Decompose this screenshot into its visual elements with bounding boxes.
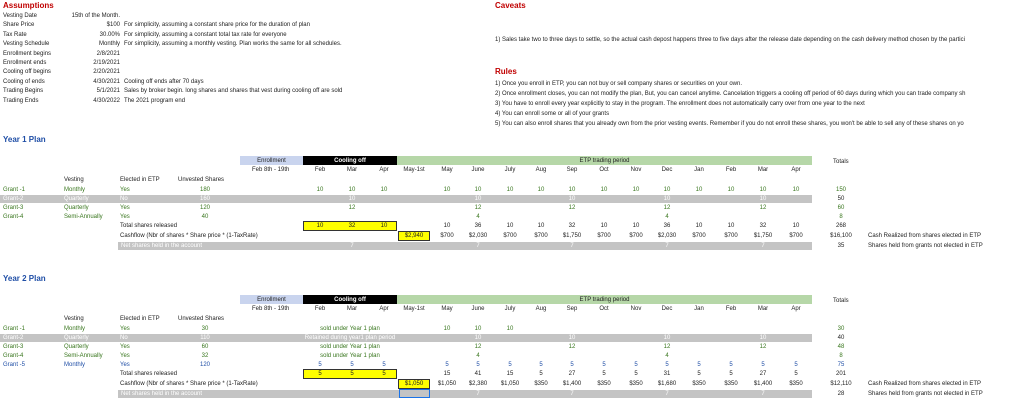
month-header: Apr [791, 167, 801, 173]
month-header: May [441, 306, 453, 312]
etp-period-header: ETP trading period [579, 158, 630, 164]
net-shares-label: Net shares held in the account [121, 391, 203, 397]
totals-header: Totals [833, 159, 849, 165]
vest-cell[interactable]: 4 [476, 353, 480, 359]
vest-cell[interactable]: 10 [348, 196, 356, 202]
assumption-value[interactable]: $100 [106, 22, 120, 29]
assumption-note: Sales by broker begin. long shares and shares that vest during cooling off are sold [124, 88, 343, 95]
grant-unvested: 120 [199, 362, 210, 368]
cooling-off-note: sold under Year 1 plan [320, 344, 380, 350]
vest-cell[interactable]: 10 [568, 196, 576, 202]
vest-cell[interactable]: 12 [474, 205, 482, 211]
vest-cell[interactable]: 5 [761, 362, 765, 368]
vest-cell[interactable]: 10 [348, 187, 356, 193]
grant-elected[interactable]: Yes [120, 344, 130, 350]
vest-cell[interactable]: 10 [632, 187, 640, 193]
total-shares-cell: 41 [474, 371, 482, 377]
vest-cell[interactable]: 10 [600, 187, 608, 193]
vest-cell[interactable]: 12 [474, 344, 482, 350]
vest-cell[interactable]: 10 [759, 335, 767, 341]
assumption-value[interactable]: 4/30/2022 [93, 97, 120, 104]
cooling-off-header: Cooling off [334, 158, 366, 164]
assumption-value[interactable]: 5/1/2021 [96, 88, 120, 95]
assumption-note: The 2021 program end [124, 97, 186, 104]
cashflow-cell[interactable]: $700 [503, 233, 517, 239]
grant-unvested: 30 [201, 326, 209, 332]
grant-vesting: Quarterly [64, 335, 89, 341]
total-shares-cell: 36 [474, 223, 482, 229]
cooling-off-note: sold under Year 1 plan [320, 326, 380, 332]
assumption-value[interactable]: Monthly [98, 41, 120, 48]
total-shares-cell: 5 [697, 371, 701, 377]
total-shares-sum: 268 [835, 223, 846, 229]
vest-cell[interactable]: 10 [474, 335, 482, 341]
grant-vesting: Monthly [64, 326, 86, 332]
month-header: Dec [661, 167, 673, 173]
cashflow-sum: $12,110 [830, 381, 852, 387]
vest-cell[interactable]: 4 [476, 214, 480, 220]
rule-item: 2) Once enrollment closes, you can not modify the plan, But, you can cancel anytime. Cancelation triggers a cooling off period of 60 days during which you can trade company sh [495, 91, 966, 97]
month-header: Mar [757, 306, 769, 312]
vest-cell[interactable]: 10 [443, 326, 451, 332]
total-shares-label: Total shares released [120, 371, 178, 377]
cashflow-cell[interactable]: $700 [629, 233, 643, 239]
vest-cell[interactable]: 5 [318, 362, 322, 368]
grant-name[interactable]: Grant -1 [3, 187, 26, 193]
vest-cell[interactable]: 12 [348, 205, 356, 211]
total-shares-cell: 32 [348, 223, 356, 229]
assumption-note: For simplicity, assuming a constant share price for the duration of plan [124, 22, 310, 29]
total-shares-cell: 15 [443, 371, 451, 377]
month-header: Sep [566, 167, 578, 173]
month-header: Oct [599, 167, 609, 173]
assumption-label: Trading Ends [3, 97, 39, 104]
net-shares-cell: 7 [761, 243, 765, 249]
cashflow-label: Cashflow (Nbr of shares * Share price * (1-TaxRate) [120, 233, 258, 239]
total-shares-cell: 5 [729, 371, 733, 377]
vest-cell[interactable]: 10 [568, 335, 576, 341]
net-shares-cell: 7 [665, 391, 669, 397]
rule-item: 3) You have to enroll every year explicitly to stay in the program. The enrollment does not automatically carry over from one year to the next [495, 101, 865, 107]
month-header: Apr [379, 306, 389, 312]
vest-cell[interactable]: 10 [474, 196, 482, 202]
cooling-off-note: Retained during year1 plan period [304, 335, 396, 341]
vest-cell[interactable]: 5 [476, 362, 480, 368]
total-shares-cell: 10 [316, 223, 324, 229]
vest-cell[interactable]: 10 [568, 187, 576, 193]
vest-cell[interactable]: 5 [729, 362, 733, 368]
elected-header: Elected in ETP [120, 177, 160, 183]
vest-cell[interactable]: 5 [634, 362, 638, 368]
cashflow-cell[interactable]: $350 [789, 381, 803, 387]
vest-cell[interactable]: 5 [602, 362, 606, 368]
net-shares-cell: 7 [761, 391, 765, 397]
vest-cell[interactable]: 12 [759, 344, 767, 350]
total-shares-cell: 32 [568, 223, 576, 229]
month-header: Mar [346, 306, 358, 312]
total-shares-cell: 32 [759, 223, 767, 229]
vest-cell[interactable]: 4 [665, 214, 669, 220]
grant-name[interactable]: Grant-3 [3, 344, 24, 350]
vest-cell[interactable]: 5 [539, 362, 543, 368]
cashflow-cell[interactable]: $700 [724, 233, 738, 239]
grant-unvested: 180 [199, 187, 210, 193]
total-shares-cell: 31 [663, 371, 671, 377]
grant-vesting: Quarterly [64, 196, 89, 202]
grant-name[interactable]: Grant-3 [3, 205, 24, 211]
total-shares-cell: 27 [568, 371, 576, 377]
assumption-label: Cooling of ends [3, 78, 45, 85]
cashflow-cell[interactable]: $350 [534, 381, 548, 387]
grant-elected[interactable]: Yes [120, 326, 130, 332]
vest-cell[interactable]: 5 [445, 362, 449, 368]
vest-cell[interactable]: 10 [663, 187, 671, 193]
total-shares-cell: 10 [380, 223, 388, 229]
cooling-off-note: sold under Year 1 plan [320, 353, 380, 359]
grant-unvested: 110 [200, 335, 210, 341]
cashflow-cell[interactable]: $2,380 [468, 381, 488, 387]
rule-item: 4) You can enroll some or all of your grants [495, 111, 610, 117]
month-header: July [504, 167, 516, 173]
total-shares-cell: 10 [537, 223, 545, 229]
grant-elected[interactable]: Yes [120, 353, 130, 359]
grant-name[interactable]: Grant-4 [3, 353, 24, 359]
vest-cell[interactable]: 10 [727, 187, 735, 193]
total-shares-cell: 5 [602, 371, 606, 377]
total-shares-cell: 15 [506, 371, 514, 377]
net-shares-note: Shares held from grants not elected in ETP [868, 243, 983, 249]
vest-cell[interactable]: 12 [759, 205, 767, 211]
total-shares-cell: 10 [792, 223, 800, 229]
total-shares-cell: 5 [382, 371, 386, 377]
vest-cell[interactable]: 4 [665, 353, 669, 359]
vest-cell[interactable]: 5 [570, 362, 574, 368]
month-header: June [471, 167, 485, 173]
cashflow-cell[interactable]: $1,050 [437, 381, 457, 387]
total-shares-cell: 5 [539, 371, 543, 377]
vesting-header: Vesting [64, 316, 84, 322]
cashflow-cell[interactable]: $700 [534, 233, 548, 239]
assumption-value[interactable]: 2/19/2021 [93, 60, 120, 66]
assumption-label: Vesting Schedule [3, 41, 50, 48]
assumption-note: For simplicity, assuming a monthly vesting. Plan works the same for all schedules. [124, 41, 342, 48]
month-header: Feb [725, 306, 737, 312]
cashflow-cell[interactable]: $350 [692, 381, 706, 387]
assumption-value[interactable]: 30.00% [99, 31, 120, 38]
grant-total: 60 [837, 205, 845, 211]
unvested-header: Unvested Shares [178, 177, 225, 183]
net-shares-cell: 7 [350, 243, 354, 249]
rule-item: 1) Once you enroll in ETP, you can not buy or sell company shares or securities on your own. [495, 81, 743, 87]
cashflow-cell[interactable]: $2,940 [404, 233, 424, 239]
vest-cell[interactable]: 12 [568, 205, 576, 211]
month-header: Aug [535, 167, 547, 173]
enrollment-header: Enrollment [257, 297, 286, 303]
grant-total: 8 [839, 214, 843, 220]
vest-cell[interactable]: 12 [568, 344, 576, 350]
vest-cell[interactable]: 12 [663, 344, 671, 350]
total-shares-cell: 10 [443, 223, 451, 229]
cashflow-cell[interactable]: $350 [629, 381, 643, 387]
month-header: Jan [694, 167, 704, 173]
month-header: June [471, 306, 485, 312]
grant-vesting: Monthly [64, 187, 86, 193]
grant-total: 75 [837, 362, 845, 368]
grant-vesting: Quarterly [64, 205, 89, 211]
cashflow-sum: $16,100 [830, 233, 852, 239]
assumption-value[interactable]: 2/20/2021 [93, 69, 120, 76]
month-header: May-1st [403, 167, 425, 173]
vesting-header: Vesting [64, 177, 84, 183]
vest-cell[interactable]: 5 [697, 362, 701, 368]
assumption-label: Cooling off begins [3, 69, 51, 76]
cashflow-cell[interactable]: $350 [597, 381, 611, 387]
net-shares-cell: 7 [476, 243, 480, 249]
cooling-off-header: Cooling off [334, 297, 366, 303]
grant-name[interactable]: Grant-4 [3, 214, 24, 220]
cashflow-cell[interactable]: $1,680 [657, 381, 677, 387]
grant-elected[interactable]: Yes [120, 205, 130, 211]
vest-cell[interactable]: 10 [537, 187, 545, 193]
month-header: Jan [694, 306, 704, 312]
vest-cell[interactable]: 10 [663, 335, 671, 341]
total-shares-cell: 36 [663, 223, 671, 229]
assumption-value[interactable]: 4/30/2021 [93, 78, 120, 85]
month-header: Nov [630, 306, 642, 312]
month-header: Feb [314, 167, 326, 173]
total-shares-cell: 5 [350, 371, 354, 377]
cashflow-cell[interactable]: $2,030 [657, 233, 677, 239]
assumption-note: Cooling off ends after 70 days [124, 78, 204, 85]
grant-total: 50 [837, 196, 845, 202]
cashflow-cell[interactable]: $350 [724, 381, 738, 387]
rules-title: Rules [495, 67, 517, 76]
cashflow-cell[interactable]: $1,750 [562, 233, 582, 239]
etp-period-header: ETP trading period [579, 297, 630, 303]
month-header: Feb [725, 167, 737, 173]
cashflow-note: Cash Realized from shares elected in ETP [868, 381, 982, 387]
month-header: May [441, 167, 453, 173]
net-shares-sum: 28 [837, 391, 845, 397]
vest-cell[interactable]: 10 [506, 187, 514, 193]
vest-cell[interactable]: 10 [443, 187, 451, 193]
total-shares-cell: 10 [600, 223, 608, 229]
vest-cell[interactable]: 5 [794, 362, 798, 368]
grant-unvested: 32 [201, 353, 209, 359]
selected-cell[interactable] [399, 389, 430, 398]
grant-name[interactable]: Grant -1 [3, 326, 26, 332]
cashflow-cell[interactable]: $2,030 [468, 233, 488, 239]
total-shares-cell: 5 [318, 371, 322, 377]
vest-cell[interactable]: 10 [380, 187, 388, 193]
grant-vesting: Semi-Annually [64, 353, 103, 359]
cashflow-label: Cashflow (Nbr of shares * Share price * (1-TaxRate) [120, 381, 258, 387]
rule-item: 5) You can also enroll shares that you already own from the prior vesting events. Remember if you do not enroll these shares, you won't be able to sell any of these shares on yo [495, 121, 964, 127]
month-header: Mar [346, 167, 358, 173]
vest-cell[interactable]: 10 [474, 326, 482, 332]
grant-elected[interactable]: Yes [120, 187, 130, 193]
vest-cell[interactable]: 5 [350, 362, 354, 368]
month-header: Mar [757, 167, 769, 173]
vest-cell[interactable]: 10 [316, 187, 324, 193]
grant-elected[interactable]: No [120, 196, 128, 202]
grant-total: 8 [839, 353, 843, 359]
vest-cell[interactable]: 10 [474, 187, 482, 193]
enrollment-header: Enrollment [257, 158, 286, 164]
totals-header: Totals [833, 298, 849, 304]
vest-cell[interactable]: 10 [663, 196, 671, 202]
month-header: July [504, 306, 516, 312]
month-header: Aug [535, 306, 547, 312]
total-shares-sum: 201 [835, 371, 846, 377]
total-shares-cell: 10 [727, 223, 735, 229]
month-header: Apr [379, 167, 389, 173]
plan-title: Year 1 Plan [3, 135, 46, 144]
net-shares-label: Net shares held in the account [121, 243, 203, 249]
vest-cell[interactable]: 10 [792, 187, 800, 193]
month-header: Feb [314, 306, 326, 312]
grant-vesting: Monthly [64, 362, 86, 368]
month-header: Oct [599, 306, 609, 312]
assumptions-title: Assumptions [3, 1, 54, 10]
total-shares-cell: 10 [695, 223, 703, 229]
cashflow-cell[interactable]: $700 [789, 233, 803, 239]
grant-elected[interactable]: Yes [120, 214, 130, 220]
assumption-label: Enrollment begins [3, 50, 52, 57]
cashflow-cell[interactable]: $1,400 [753, 381, 773, 387]
assumption-label: Enrollment ends [3, 60, 47, 66]
vest-cell[interactable]: 10 [695, 187, 703, 193]
cashflow-cell[interactable]: $1,750 [753, 233, 773, 239]
net-shares-cell: 7 [570, 243, 574, 249]
vest-cell[interactable]: 5 [382, 362, 386, 368]
grant-vesting: Quarterly [64, 344, 89, 350]
assumption-label: Trading Begins [3, 88, 44, 95]
cashflow-cell[interactable]: $1,400 [562, 381, 582, 387]
elected-header: Elected in ETP [120, 316, 160, 322]
grant-total: 40 [837, 335, 845, 341]
caveat-item: 1) Sales take two to three days to settle, so the actual cash depost happens three to five days after the release date depending on the cash delivery method chosen by the partici [495, 37, 965, 43]
enrollment-dates: Feb 8th - 19th [252, 167, 290, 173]
month-header: May-1st [403, 306, 425, 312]
total-shares-cell: 5 [634, 371, 638, 377]
grant-elected[interactable]: No [120, 335, 128, 341]
cashflow-cell[interactable]: $1,050 [404, 381, 424, 387]
month-header: Sep [566, 306, 578, 312]
total-shares-cell: 10 [632, 223, 640, 229]
grant-name[interactable]: Grant -5 [3, 362, 26, 368]
grant-total: 150 [835, 187, 846, 193]
cashflow-note: Cash Realized from shares elected in ETP [868, 233, 982, 239]
assumption-label: Vesting Date [3, 13, 38, 19]
grant-name[interactable]: Grant-2 [3, 196, 24, 202]
caveats-title: Caveats [495, 1, 526, 10]
cashflow-cell[interactable]: $700 [597, 233, 611, 239]
vest-cell[interactable]: 5 [508, 362, 512, 368]
grant-elected[interactable]: Yes [120, 362, 130, 368]
net-shares-cell: 7 [476, 391, 480, 397]
month-header: Apr [791, 306, 801, 312]
grant-total: 30 [837, 326, 845, 332]
plan-title: Year 2 Plan [3, 274, 46, 283]
grant-unvested: 60 [201, 344, 209, 350]
vest-cell[interactable]: 10 [506, 326, 514, 332]
grant-unvested: 120 [199, 205, 210, 211]
total-shares-cell: 5 [794, 371, 798, 377]
total-shares-cell: 27 [759, 371, 767, 377]
unvested-header: Unvested Shares [178, 316, 225, 322]
assumption-value[interactable]: 15th of the Month. [71, 13, 120, 19]
assumption-label: Tax Rate [3, 31, 27, 38]
total-shares-label: Total shares released [120, 223, 178, 229]
vest-cell[interactable]: 10 [759, 196, 767, 202]
vest-cell[interactable]: 5 [665, 362, 669, 368]
month-header: Nov [630, 167, 642, 173]
grant-total: 48 [837, 344, 845, 350]
total-shares-cell: 10 [506, 223, 514, 229]
vest-cell[interactable]: 10 [759, 187, 767, 193]
grant-vesting: Semi-Annually [64, 214, 103, 220]
enrollment-dates: Feb 8th - 19th [252, 306, 290, 312]
cashflow-cell[interactable]: $700 [692, 233, 706, 239]
assumption-note: For simplicity, assuming a constant total tax rate for everyone [124, 31, 287, 38]
net-shares-cell: 7 [570, 391, 574, 397]
assumption-value[interactable]: 2/8/2021 [96, 50, 120, 57]
net-shares-sum: 35 [837, 243, 845, 249]
grant-name[interactable]: Grant-2 [3, 335, 24, 341]
vest-cell[interactable]: 12 [663, 205, 671, 211]
grant-unvested: 40 [201, 214, 209, 220]
month-header: Dec [661, 306, 673, 312]
net-shares-cell: 7 [665, 243, 669, 249]
cashflow-cell[interactable]: $700 [440, 233, 454, 239]
net-shares-note: Shares held from grants not elected in ETP [868, 391, 983, 397]
cashflow-cell[interactable]: $1,050 [500, 381, 520, 387]
assumption-label: Share Price [3, 22, 35, 29]
grant-unvested: 160 [199, 196, 210, 202]
